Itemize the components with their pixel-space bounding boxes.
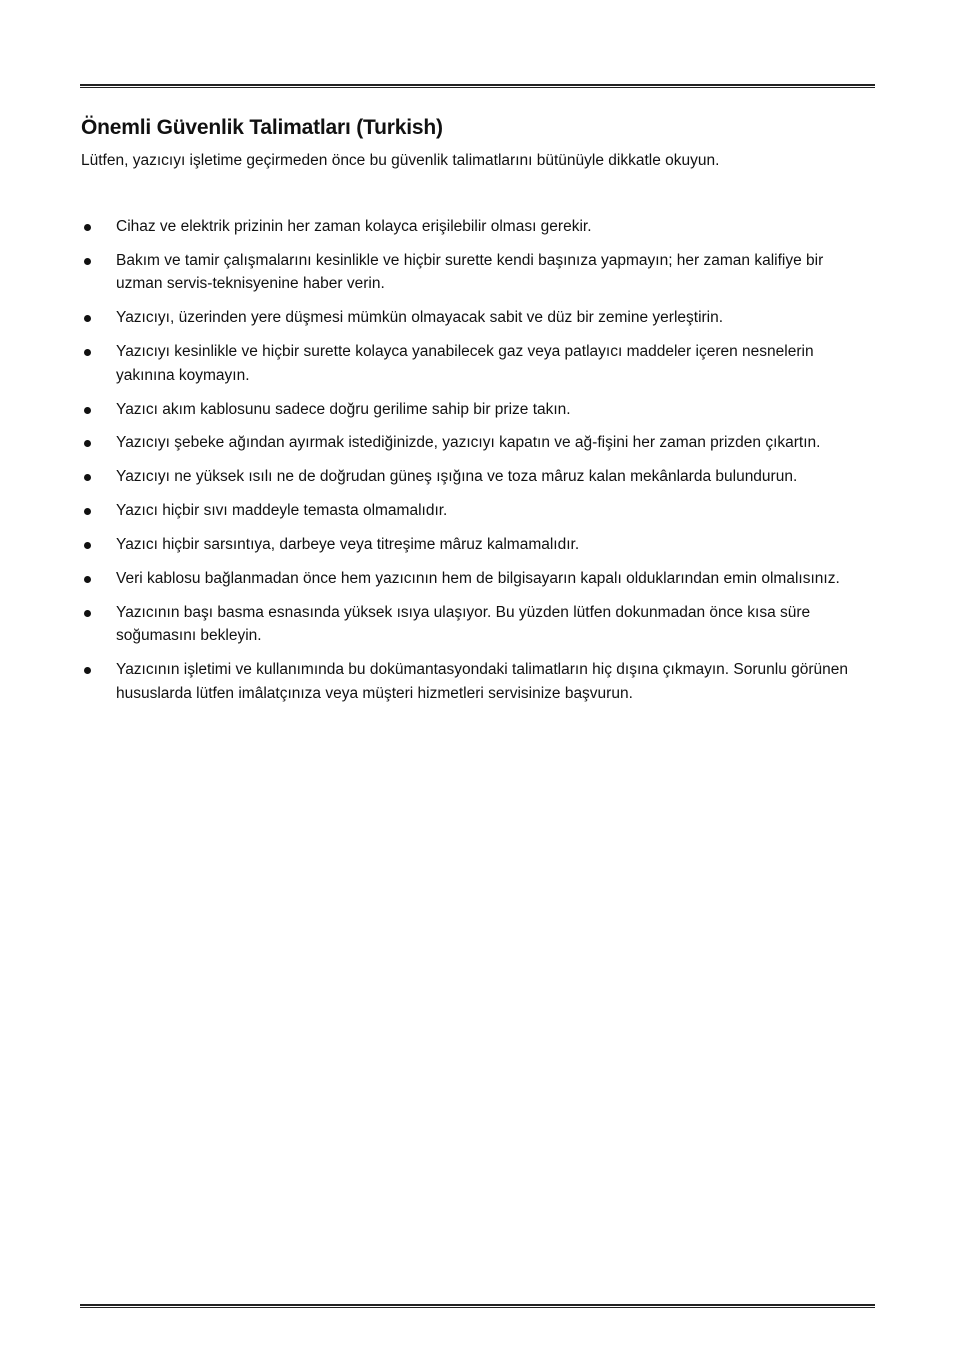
bullet-icon — [84, 349, 91, 356]
list-item-text: Yazıcı hiçbir sarsıntıya, darbeye veya titreşime mâruz kalmamalıdır. — [116, 536, 580, 554]
list-item — [81, 398, 873, 422]
bullet-icon — [84, 667, 91, 674]
list-item-text: Yazıcıyı, üzerinden yere düşmesi mümkün olmayacak sabit ve düz bir zemine yerleştirin. — [116, 309, 724, 327]
bullet-icon — [84, 576, 91, 583]
list-item — [81, 340, 873, 387]
bullet-icon — [84, 508, 91, 515]
list-item — [81, 499, 873, 523]
list-item — [81, 465, 873, 489]
bullet-icon — [84, 474, 91, 481]
bullet-icon — [84, 258, 91, 265]
list-item — [81, 431, 873, 455]
list-item-text: Bakım ve tamir çalışmalarını kesinlikle ve hiçbir surette kendi başınıza yapmayın; her zaman kalifiye bir uzman servis-teknisyenine haber verin. — [116, 251, 824, 293]
list-item-text: Yazıcıyı şebeke ağından ayırmak istediğinizde, yazıcıyı kapatın ve ağ-fişini her zaman prizden çıkartın. — [116, 434, 821, 452]
list-item — [81, 533, 873, 557]
safety-instructions-list — [81, 215, 873, 705]
bullet-icon — [84, 542, 91, 549]
footer-rule — [80, 1304, 875, 1308]
list-item — [81, 567, 873, 591]
page-title: Önemli Güvenlik Talimatları (Turkish) — [81, 116, 443, 139]
list-item-text: Yazıcıyı ne yüksek ısılı ne de doğrudan güneş ışığına ve toza mâruz kalan mekânlarda bulundurun. — [116, 468, 798, 486]
list-item-text: Cihaz ve elektrik prizinin her zaman kolayca erişilebilir olması gerekir. — [116, 218, 592, 235]
list-item-text: Yazıcıyı kesinlikle ve hiçbir surette kolayca yanabilecek gaz veya patlayıcı maddeler içeren nesnelerin yakınına koymayın. — [116, 343, 814, 384]
header-rule — [80, 84, 875, 88]
list-item-text: Yazıcının başı basma esnasında yüksek ısıya ulaşıyor. Bu yüzden lütfen dokunmadan önce kısa süre soğumasını bekleyin. — [116, 603, 811, 645]
intro-paragraph: Lütfen, yazıcıyı işletime geçirmeden önce bu güvenlik talimatlarını bütünüyle dikkatle okuyun. — [81, 152, 720, 169]
list-item — [81, 658, 873, 705]
bullet-icon — [84, 224, 91, 231]
list-item — [81, 306, 873, 330]
list-item-text: Yazıcının işletimi ve kullanımında bu dokümantasyondaki talimatların hiç dışına çıkmayın. Sorunlu görünen hususlarda lütfen imâlatçınıza veya müşteri hizmetleri servisinize başvurun. — [116, 661, 849, 702]
list-item — [81, 249, 873, 296]
bullet-icon — [84, 440, 91, 447]
list-item — [81, 215, 873, 239]
list-item-text: Veri kablosu bağlanmadan önce hem yazıcının hem de bilgisayarın kapalı olduklarından emin olmalısınız. — [116, 570, 840, 588]
bullet-icon — [84, 407, 91, 414]
list-item-text: Yazıcı akım kablosunu sadece doğru gerilime sahip bir prize takın. — [116, 400, 571, 418]
bullet-icon — [84, 315, 91, 322]
bullet-icon — [84, 610, 91, 617]
list-item — [81, 601, 873, 648]
page-content — [81, 112, 873, 716]
list-item-text: Yazıcı hiçbir sıvı maddeyle temasta olmamalıdır. — [116, 502, 448, 520]
